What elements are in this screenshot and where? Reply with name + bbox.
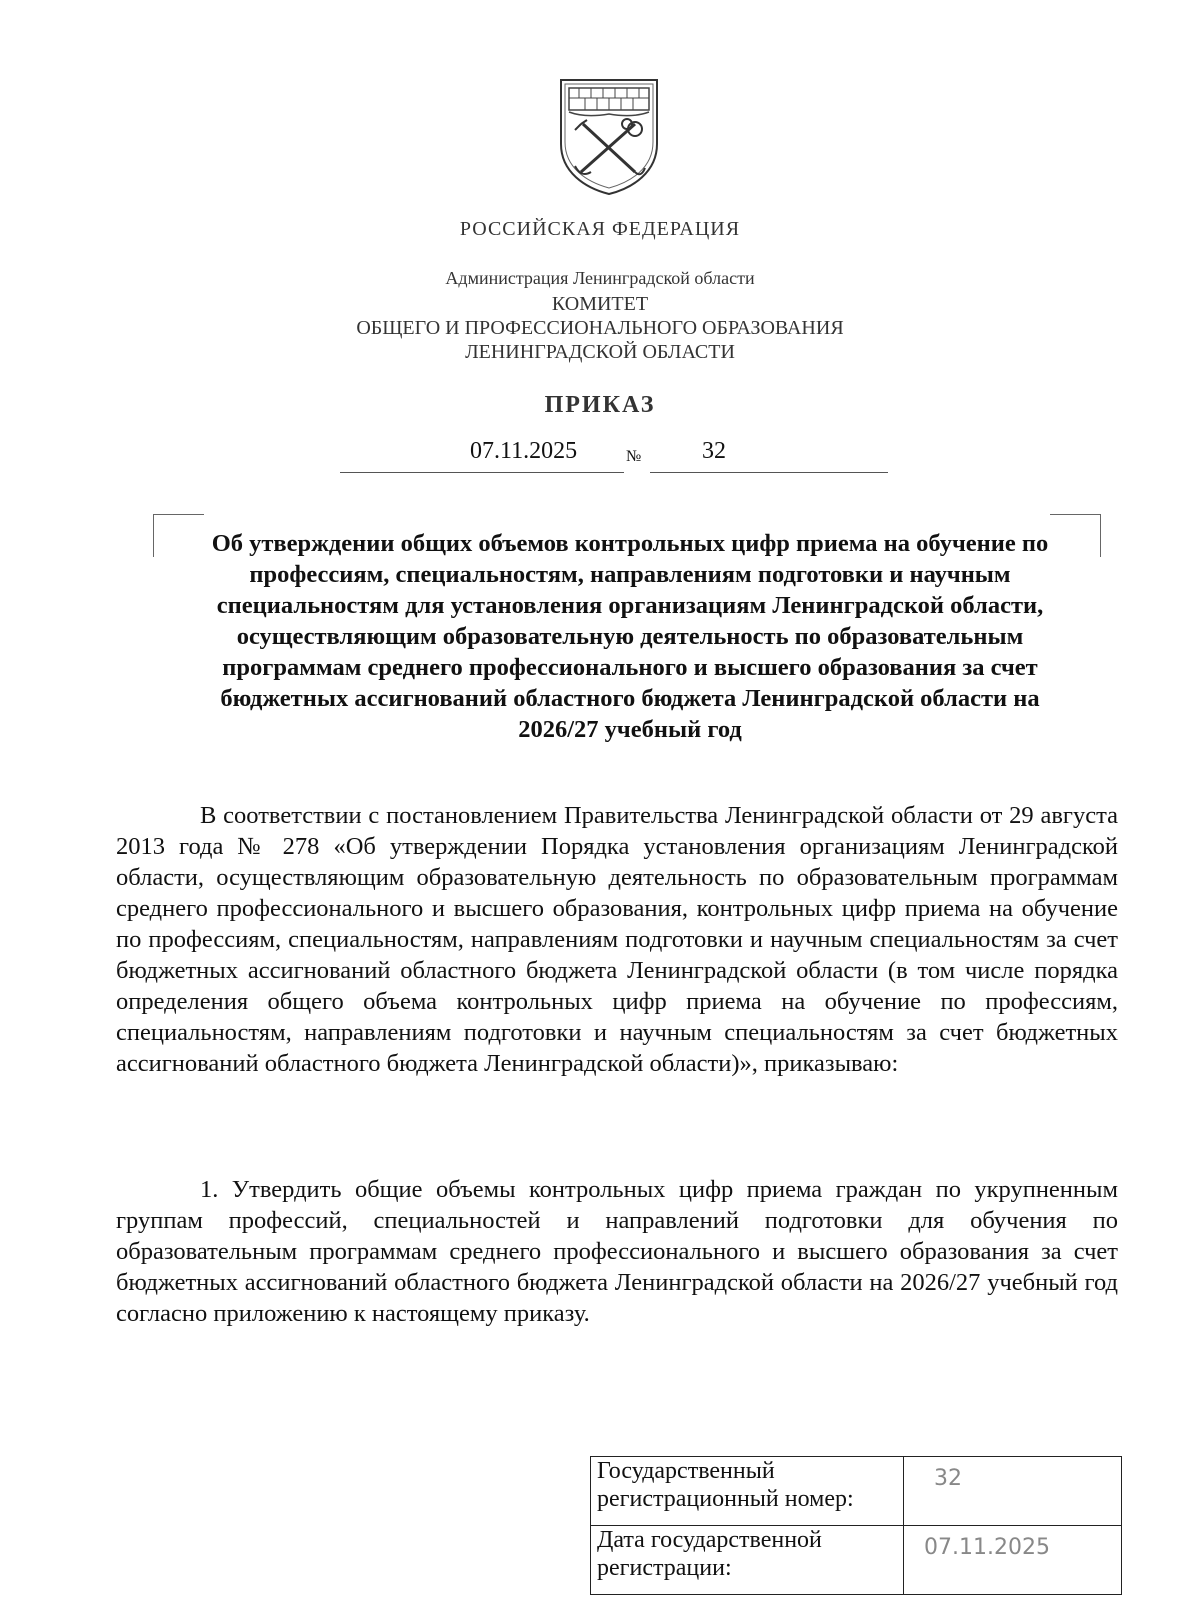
registration-number-label: Государственный регистрационный номер: [591,1457,904,1526]
registration-table [590,1456,1122,1595]
number-underline [650,472,888,473]
table-row [591,1526,1122,1595]
committee-name [0,292,1200,364]
order-item-1: 1. Утвердить общие объемы контрольных цифр приема граждан по укрупненным группам профессий, специальностей и направлений подготовки для обучения по образовательным программам среднего профессионального и высшего образования за счет бюджетных ассигнований областного бюджета Ленинградской области на 2026/27 учебный год согласно приложению к настоящему приказу. [116,1176,1118,1327]
registration-date-label: Дата государственной регистрации: [591,1526,904,1595]
order-date-number-row [340,438,888,474]
order-number: 32 [702,438,726,464]
order-date: 07.11.2025 [470,438,578,464]
committee-line: КОМИТЕТ [551,293,649,315]
country-name: РОССИЙСКАЯ ФЕДЕРАЦИЯ [459,218,741,240]
administration-name: Администрация Ленинградской области [445,268,755,288]
leningrad-coat-of-arms-icon [555,74,663,198]
registration-number-value: 32 [904,1457,1122,1526]
number-sign: № [626,448,642,465]
registration-date-value: 07.11.2025 [904,1526,1122,1595]
date-underline [340,472,624,473]
committee-line: ЛЕНИНГРАДСКОЙ ОБЛАСТИ [465,341,735,363]
order-subject: Об утверждении общих объемов контрольных цифр приема на обучение по профессиям, специальностям, направлениям подготовки и научным специальностям для установления организациям Ленинградской области, осуществляющим образовательную деятельность по образовательным программам среднего профессионального и высшего образования за счет бюджетных ассигнований областного бюджета Ленинградской области на 2026/27 учебный год [211,530,1049,743]
document-type: ПРИКАЗ [544,392,656,418]
preamble-paragraph: В соответствии с постановлением Правительства Ленинградской области от 29 августа 2013 года № 278 «Об утверждении Порядка установления организациям Ленинградской области, осуществляющим образовательную деятельность по образовательным программам среднего профессионального и высшего образования, контрольных цифр приема на обучение по профессиям, специальностям, направлениям подготовки и научным специальностям за счет бюджетных ассигнований областного бюджета Ленинградской области (в том числе порядка определения общего объема контрольных цифр приема на обучение по профессиям, специальностям, направлениям подготовки и научным специальностям за счет бюджетных ассигнований областного бюджета Ленинградской области)», приказываю: [116,802,1118,1077]
committee-line: ОБЩЕГО И ПРОФЕССИОНАЛЬНОГО ОБРАЗОВАНИЯ [356,317,844,339]
subject-corner-left [153,514,204,557]
table-row [591,1457,1122,1526]
